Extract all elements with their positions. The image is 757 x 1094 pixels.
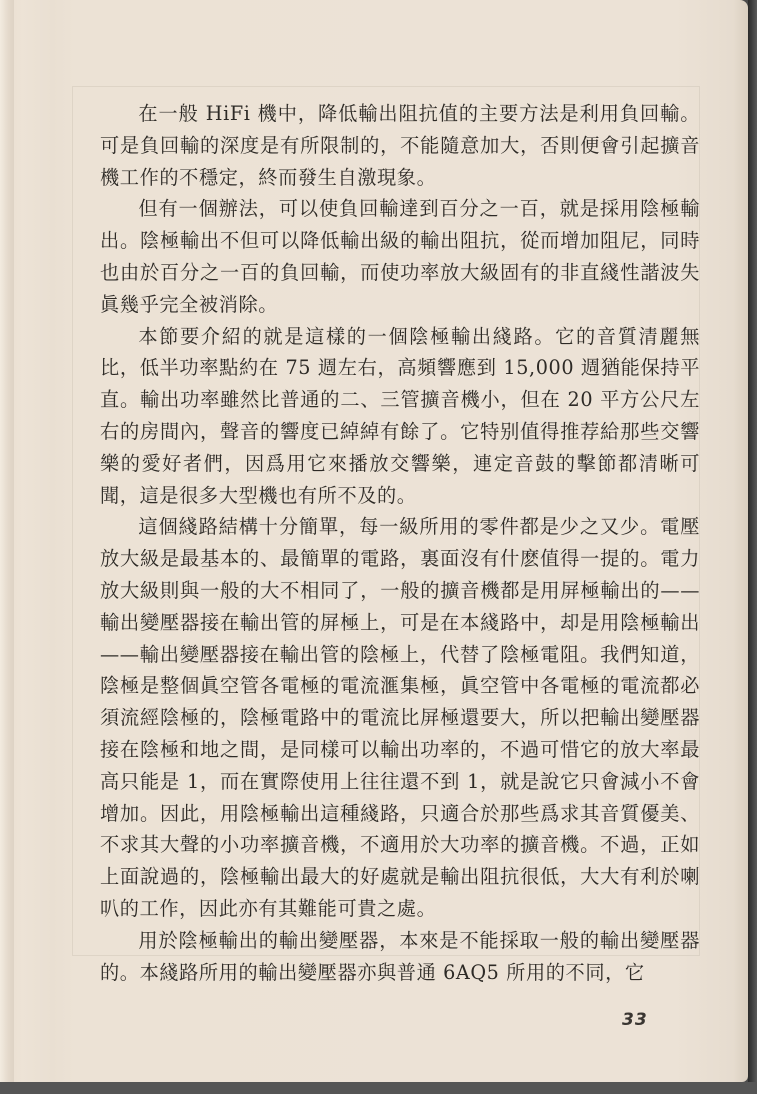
paragraph-4: 這個綫路結構十分簡單，每一級所用的零件都是少之又少。電壓放大級是最基本的、最簡單的電路，裏面沒有什麽值得一提的。電力放大級則與一般的大不相同了，一般的擴音機都是用屏極輸出的——輸出變壓器接在輸出管的屏極上，可是在本綫路中，却是用陰極輸出——輸出變壓器接在輸出管的陰極上，代替了陰極電阻。我們知道，陰極是整個眞空管各電極的電流滙集極，眞空管中各電極的電流都必須流經陰極的，陰極電路中的電流比屏極還要大，所以把輸出變壓器接在陰極和地之間，是同樣可以輸出功率的，不過可惜它的放大率最高只能是 1，而在實際使用上往往還不到 1，就是說它只會減小不會增加。因此，用陰極輸出這種綫路，只適合於那些爲求其音質優美、不求其大聲的小功率擴音機，不適用於大功率的擴音機。不過，正如上面說過的，陰極輸出最大的好處就是輸出阻抗很低，大大有利於喇叭的工作，因此亦有其難能可貴之處。 [100,515,700,920]
paragraph-3: 本節要介紹的就是這樣的一個陰極輸出綫路。它的音質清麗無比，低半功率點約在 75 週左右，高頻響應到 15,000 週猶能保持平直。輸出功率雖然比普通的二、三管擴音機小，但在 20 平方公尺左右的房間內，聲音的響度已綽綽有餘了。它特别值得推荐給那些交響樂的愛好者們，因爲用它來播放交響樂，連定音鼓的擊節都清晰可聞，這是很多大型機也有所不及的。 [100,324,700,507]
body-text [100,98,700,988]
spine-shadow [0,0,14,1082]
background-edge-bottom [0,1082,757,1094]
page-number: 33 [622,1010,648,1030]
paragraph-2: 但有一個辦法，可以使負回輸達到百分之一百，就是採用陰極輸出。陰極輸出不但可以降低輸出級的輸出阻抗，從而增加阻尼，同時也由於百分之一百的負回輸，而使功率放大級固有的非直綫性諧波失眞幾乎完全被消除。 [100,197,700,316]
paragraph-1: 在一般 HiFi 機中，降低輸出阻抗值的主要方法是利用負回輸。可是負回輸的深度是有所限制的，不能隨意加大，否則便會引起擴音機工作的不穩定，終而發生自激現象。 [100,102,700,189]
background-edge-right [748,0,757,1094]
paragraph-5: 用於陰極輸出的輸出變壓器，本來是不能採取一般的輸出變壓器的。本綫路所用的輸出變壓器亦與普通 6AQ5 所用的不同，它 [100,928,700,984]
